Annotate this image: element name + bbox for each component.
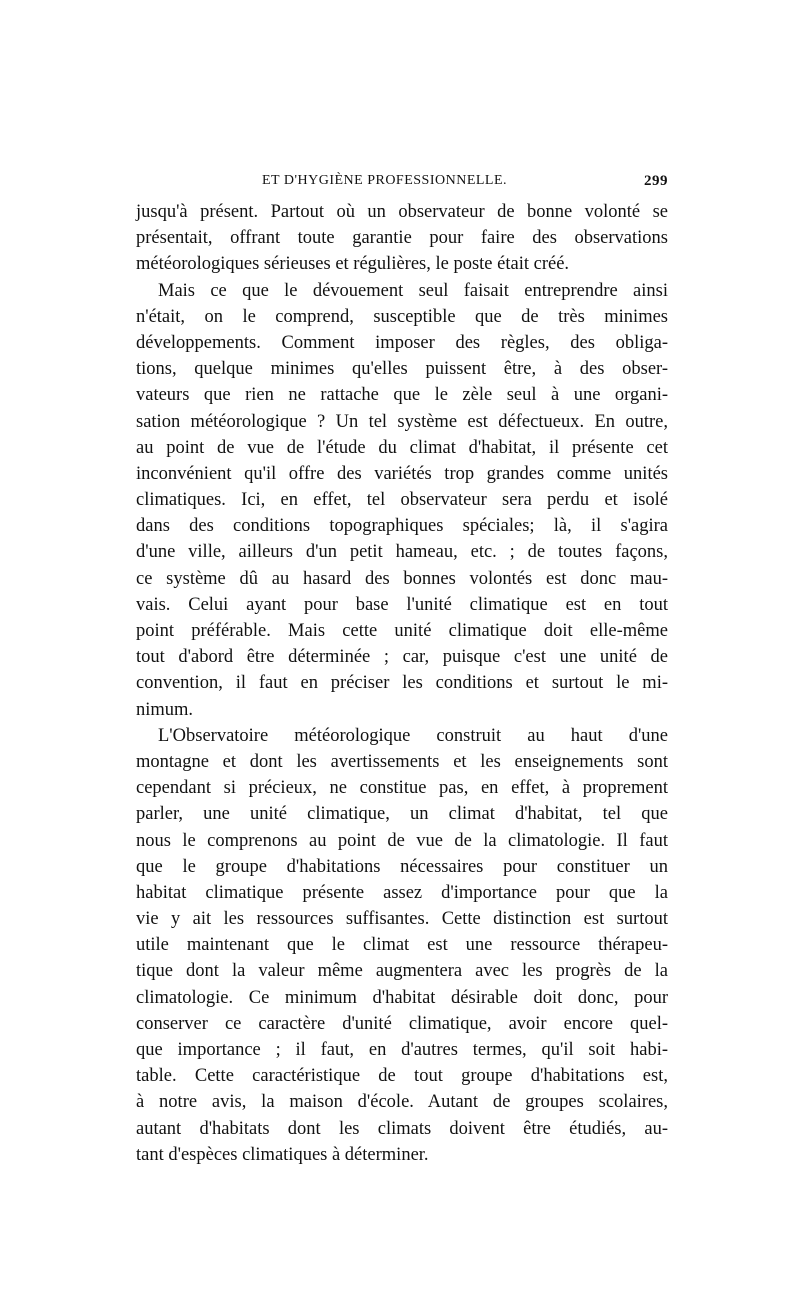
text-line: n'était, on le comprend, susceptible que de très minimes [136, 306, 668, 327]
text-line: habitat climatique présente assez d'importance pour que la [136, 882, 668, 903]
text-line: que le groupe d'habitations nécessaires pour constituer un [136, 856, 668, 877]
text-line: tique dont la valeur même augmentera avec les progrès de la [136, 961, 668, 982]
text-line: dans des conditions topographiques spéciales; là, il s'agira [136, 516, 668, 537]
text-line: vais. Celui ayant pour base l'unité climatique est en tout [136, 594, 668, 615]
text-line: tout d'abord être déterminée ; car, puisque c'est une unité de [136, 647, 668, 668]
text-line: Mais ce que le dévouement seul faisait entreprendre ainsi [158, 280, 668, 301]
text-line: vateurs que rien ne rattache que le zèle seul à une organi- [136, 385, 668, 406]
text-line: parler, une unité climatique, un climat d'habitat, tel que [136, 804, 668, 825]
text-line: ce système dû au hasard des bonnes volontés est donc mau- [136, 568, 668, 589]
text-line: montagne et dont les avertissements et les enseignements sont [136, 751, 668, 772]
text-line: climatologie. Ce minimum d'habitat désirable doit donc, pour [136, 987, 668, 1008]
running-head [136, 173, 668, 193]
text-line: nous le comprenons au point de vue de la climatologie. Il faut [136, 830, 668, 851]
text-line: inconvénient qu'il offre des variétés trop grandes comme unités [136, 463, 668, 484]
text-line: nimum. [136, 699, 194, 720]
text-line: cependant si précieux, ne constitue pas, en effet, à proprement [136, 778, 668, 799]
text-line: convention, il faut en préciser les conditions et surtout le mi- [136, 673, 668, 694]
text-line: présentait, offrant toute garantie pour faire des observations [136, 228, 668, 249]
text-line: que importance ; il faut, en d'autres termes, qu'il soit habi- [136, 1040, 668, 1060]
paragraph [136, 278, 668, 723]
text-line: vie y ait les ressources suffisantes. Cette distinction est surtout [136, 909, 668, 930]
text-line: au point de vue de l'étude du climat d'habitat, il présente cet [136, 437, 668, 458]
body-text [136, 199, 668, 1168]
paragraph [136, 723, 668, 1168]
page-number: 299 [644, 173, 668, 189]
running-title: ET D'HYGIÈNE PROFESSIONNELLE. [262, 173, 508, 188]
text-line: à notre avis, la maison d'école. Autant de groupes scolaires, [136, 1092, 668, 1113]
text-line: développements. Comment imposer des règles, des obliga- [136, 332, 668, 353]
text-line: autant d'habitats dont les climats doivent être étudiés, au- [136, 1118, 668, 1139]
text-line: jusqu'à présent. Partout où un observateur de bonne volonté se [136, 202, 668, 222]
text-line: météorologiques sérieuses et régulières, le poste était créé. [136, 254, 570, 275]
text-line: d'une ville, ailleurs d'un petit hameau, etc. ; de toutes façons, [136, 542, 668, 563]
text-line: conserver ce caractère d'unité climatique, avoir encore quel- [136, 1013, 668, 1034]
text-line: point préférable. Mais cette unité climatique doit elle-même [136, 621, 668, 641]
text-line: L'Observatoire météorologique construit au haut d'une [158, 725, 668, 746]
text-line: sation météorologique ? Un tel système est défectueux. En outre, [136, 411, 668, 432]
text-line: tant d'espèces climatiques à déterminer. [136, 1144, 429, 1165]
text-line: utile maintenant que le climat est une ressource thérapeu- [136, 935, 668, 956]
text-line: tions, quelque minimes qu'elles puissent être, à des obser- [136, 359, 668, 380]
text-line: table. Cette caractéristique de tout groupe d'habitations est, [136, 1066, 668, 1087]
text-line: climatiques. Ici, en effet, tel observateur sera perdu et isolé [136, 490, 668, 511]
paragraph [136, 199, 668, 278]
